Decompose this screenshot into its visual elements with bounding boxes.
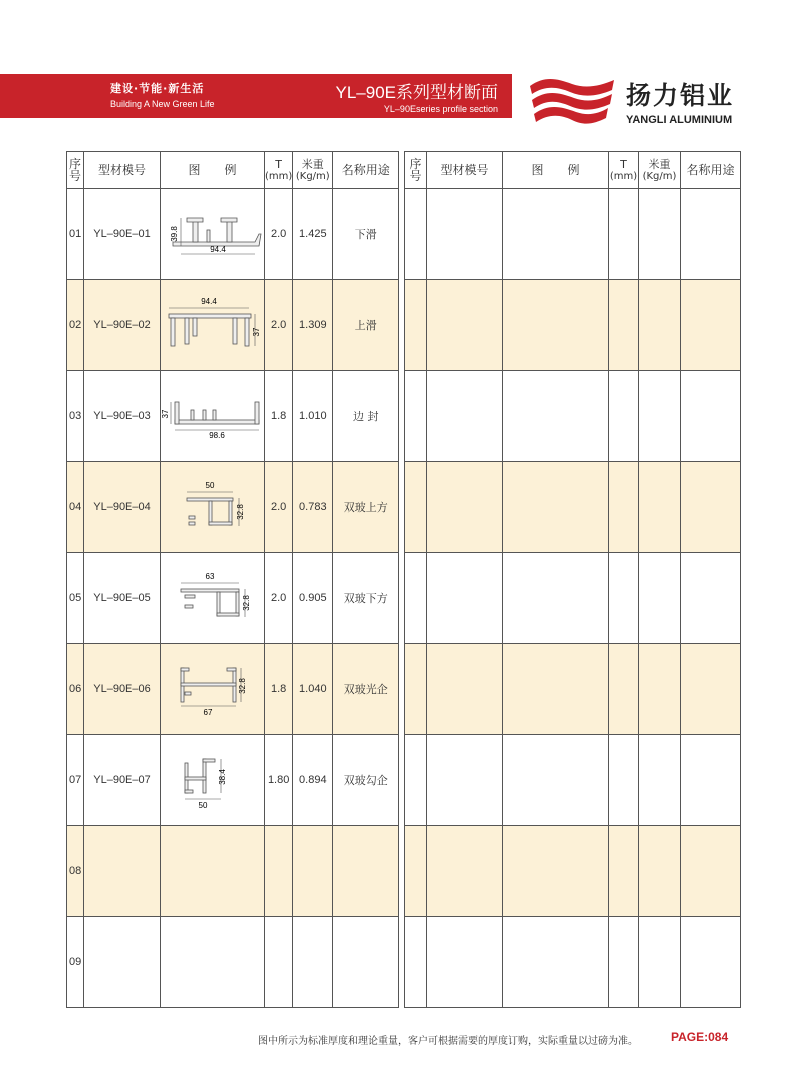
- cell: [405, 826, 427, 917]
- row-weight: [293, 917, 333, 1008]
- row-thickness: 1.8: [265, 371, 293, 462]
- row-model: YL–90E–04: [84, 462, 161, 553]
- row-usage: 双玻下方: [333, 553, 399, 644]
- col-header-usage: 名称用途: [681, 152, 741, 189]
- row-usage: 下滑: [333, 189, 399, 280]
- series-title-block: [336, 78, 499, 114]
- row-usage: 边 封: [333, 371, 399, 462]
- cell: [681, 189, 741, 280]
- table-row: [405, 826, 741, 917]
- cell: [427, 462, 503, 553]
- cell: [609, 735, 639, 826]
- profile-table-right: [404, 151, 741, 1008]
- brand-logo-icon: [526, 72, 618, 132]
- col-header-no: 序 号: [405, 152, 427, 189]
- brand-name-cn: 扬力铝业: [626, 81, 735, 110]
- cell: [639, 917, 681, 1008]
- row-model: [84, 917, 161, 1008]
- cell: [639, 371, 681, 462]
- row-model: YL–90E–05: [84, 553, 161, 644]
- row-thickness: 2.0: [265, 462, 293, 553]
- dim-label: 37: [251, 327, 261, 337]
- cell: [503, 371, 609, 462]
- profile-drawing-06: [163, 656, 263, 722]
- cell: [681, 462, 741, 553]
- dim-label: 39.8: [169, 226, 179, 242]
- slogan-block: [110, 80, 215, 109]
- row-no: 05: [67, 553, 84, 644]
- cell: [405, 371, 427, 462]
- cell: [609, 280, 639, 371]
- col-header-thickness: T (mm): [265, 152, 293, 189]
- slogan-cn: 建设·节能·新生活: [110, 82, 205, 95]
- profile-table-left: [66, 151, 399, 1008]
- table-row: [67, 553, 399, 644]
- row-drawing: [161, 917, 265, 1008]
- row-weight: 1.010: [293, 371, 333, 462]
- slogan-en: Building A New Green Life: [110, 99, 215, 109]
- cell: [681, 644, 741, 735]
- cell: [427, 826, 503, 917]
- row-weight: 0.894: [293, 735, 333, 826]
- row-usage: 双玻光企: [333, 644, 399, 735]
- col-header-drawing: 图 例: [161, 152, 265, 189]
- dim-label: 32.8: [235, 504, 245, 520]
- page-number: PAGE:084: [671, 1030, 729, 1044]
- cell: [639, 826, 681, 917]
- cell: [405, 735, 427, 826]
- row-weight: 0.905: [293, 553, 333, 644]
- row-drawing: [161, 553, 265, 644]
- cell: [405, 917, 427, 1008]
- row-thickness: [265, 826, 293, 917]
- cell: [609, 371, 639, 462]
- row-weight: 0.783: [293, 462, 333, 553]
- dim-label: 98.6: [208, 431, 225, 440]
- dim-label: 32.8: [237, 678, 247, 694]
- cell: [639, 735, 681, 826]
- row-thickness: [265, 917, 293, 1008]
- row-drawing: [161, 280, 265, 371]
- row-model: YL–90E–06: [84, 644, 161, 735]
- cell: [427, 371, 503, 462]
- cell: [639, 189, 681, 280]
- row-model: YL–90E–03: [84, 371, 161, 462]
- dim-label: 50: [198, 801, 207, 810]
- cell: [681, 553, 741, 644]
- row-usage: 双玻勾企: [333, 735, 399, 826]
- cell: [609, 462, 639, 553]
- dim-label: 50: [205, 481, 214, 490]
- row-weight: [293, 826, 333, 917]
- cell: [639, 280, 681, 371]
- col-header-drawing: 图 例: [503, 152, 609, 189]
- dim-label: 32.8: [241, 595, 251, 611]
- row-no: 09: [67, 917, 84, 1008]
- row-drawing: [161, 644, 265, 735]
- dim-label: 67: [203, 708, 212, 717]
- row-no: 06: [67, 644, 84, 735]
- row-no: 04: [67, 462, 84, 553]
- row-thickness: 2.0: [265, 280, 293, 371]
- cell: [405, 280, 427, 371]
- table-row: [405, 371, 741, 462]
- table-row: [405, 735, 741, 826]
- cell: [503, 917, 609, 1008]
- row-usage: 双玻上方: [333, 462, 399, 553]
- col-header-thickness: T (mm): [609, 152, 639, 189]
- col-header-usage: 名称用途: [333, 152, 399, 189]
- cell: [405, 644, 427, 735]
- cell: [503, 462, 609, 553]
- row-model: [84, 826, 161, 917]
- row-weight: 1.040: [293, 644, 333, 735]
- table-row: [67, 917, 399, 1008]
- profile-drawing-01: [163, 204, 263, 264]
- footer-note: 图中所示为标准厚度和理论重量，客户可根据需要的厚度订购，实际重量以过磅为准。: [258, 1036, 638, 1047]
- cell: [503, 280, 609, 371]
- dim-label: 94.4: [200, 297, 217, 306]
- col-header-model: 型材模号: [427, 152, 503, 189]
- cell: [427, 280, 503, 371]
- row-no: 08: [67, 826, 84, 917]
- cell: [609, 553, 639, 644]
- col-header-weight: 米重 (Kg/m): [639, 152, 681, 189]
- cell: [427, 917, 503, 1008]
- dim-label: 94.4: [209, 245, 226, 254]
- series-subtitle: YL–90Eseries profile section: [383, 104, 498, 114]
- cell: [681, 917, 741, 1008]
- row-thickness: 1.8: [265, 644, 293, 735]
- cell: [609, 644, 639, 735]
- cell: [503, 553, 609, 644]
- brand-name-en: YANGLI ALUMINIUM: [626, 114, 733, 126]
- cell: [427, 644, 503, 735]
- row-drawing: [161, 735, 265, 826]
- row-thickness: 2.0: [265, 553, 293, 644]
- table-header-row: [405, 152, 741, 189]
- row-drawing: [161, 462, 265, 553]
- col-header-model: 型材模号: [84, 152, 161, 189]
- cell: [503, 644, 609, 735]
- cell: [609, 189, 639, 280]
- cell: [681, 280, 741, 371]
- cell: [405, 462, 427, 553]
- row-no: 03: [67, 371, 84, 462]
- table-row: [67, 371, 399, 462]
- row-usage: [333, 826, 399, 917]
- profile-drawing-02: [163, 292, 263, 358]
- cell: [405, 189, 427, 280]
- col-header-weight: 米重 (Kg/m): [293, 152, 333, 189]
- cell: [681, 371, 741, 462]
- profile-drawing-07: [163, 747, 263, 813]
- row-drawing: [161, 189, 265, 280]
- row-thickness: 2.0: [265, 189, 293, 280]
- cell: [639, 644, 681, 735]
- cell: [681, 735, 741, 826]
- cell: [427, 189, 503, 280]
- header-banner: [0, 74, 512, 118]
- profile-drawing-03: [160, 386, 263, 446]
- row-thickness: 1.80: [265, 735, 293, 826]
- brand-block: [626, 76, 734, 126]
- dim-label: 38.4: [217, 769, 227, 785]
- row-weight: 1.309: [293, 280, 333, 371]
- row-no: 01: [67, 189, 84, 280]
- row-drawing: [161, 371, 265, 462]
- table-row: [67, 189, 399, 280]
- table-row: [405, 462, 741, 553]
- cell: [639, 553, 681, 644]
- table-row: [67, 644, 399, 735]
- row-usage: 上滑: [333, 280, 399, 371]
- cell: [681, 826, 741, 917]
- table-row: [405, 917, 741, 1008]
- cell: [503, 826, 609, 917]
- profile-drawing-04: [163, 474, 263, 540]
- table-header-row: [67, 152, 399, 189]
- table-row: [405, 280, 741, 371]
- col-header-no: 序 号: [67, 152, 84, 189]
- cell: [405, 553, 427, 644]
- cell: [503, 735, 609, 826]
- cell: [503, 189, 609, 280]
- row-drawing: [161, 826, 265, 917]
- dim-label: 37: [160, 409, 170, 419]
- cell: [427, 735, 503, 826]
- row-no: 02: [67, 280, 84, 371]
- row-model: YL–90E–01: [84, 189, 161, 280]
- table-row: [405, 553, 741, 644]
- cell: [427, 553, 503, 644]
- table-row: [67, 280, 399, 371]
- table-row: [405, 644, 741, 735]
- cell: [639, 462, 681, 553]
- row-model: YL–90E–07: [84, 735, 161, 826]
- row-usage: [333, 917, 399, 1008]
- row-no: 07: [67, 735, 84, 826]
- dim-label: 63: [205, 572, 214, 581]
- row-model: YL–90E–02: [84, 280, 161, 371]
- cell: [609, 826, 639, 917]
- table-row: [67, 462, 399, 553]
- cell: [609, 917, 639, 1008]
- series-title: YL–90E系列型材断面: [335, 83, 498, 102]
- row-weight: 1.425: [293, 189, 333, 280]
- profile-drawing-05: [163, 565, 263, 631]
- table-row: [67, 735, 399, 826]
- table-row: [405, 189, 741, 280]
- table-row: [67, 826, 399, 917]
